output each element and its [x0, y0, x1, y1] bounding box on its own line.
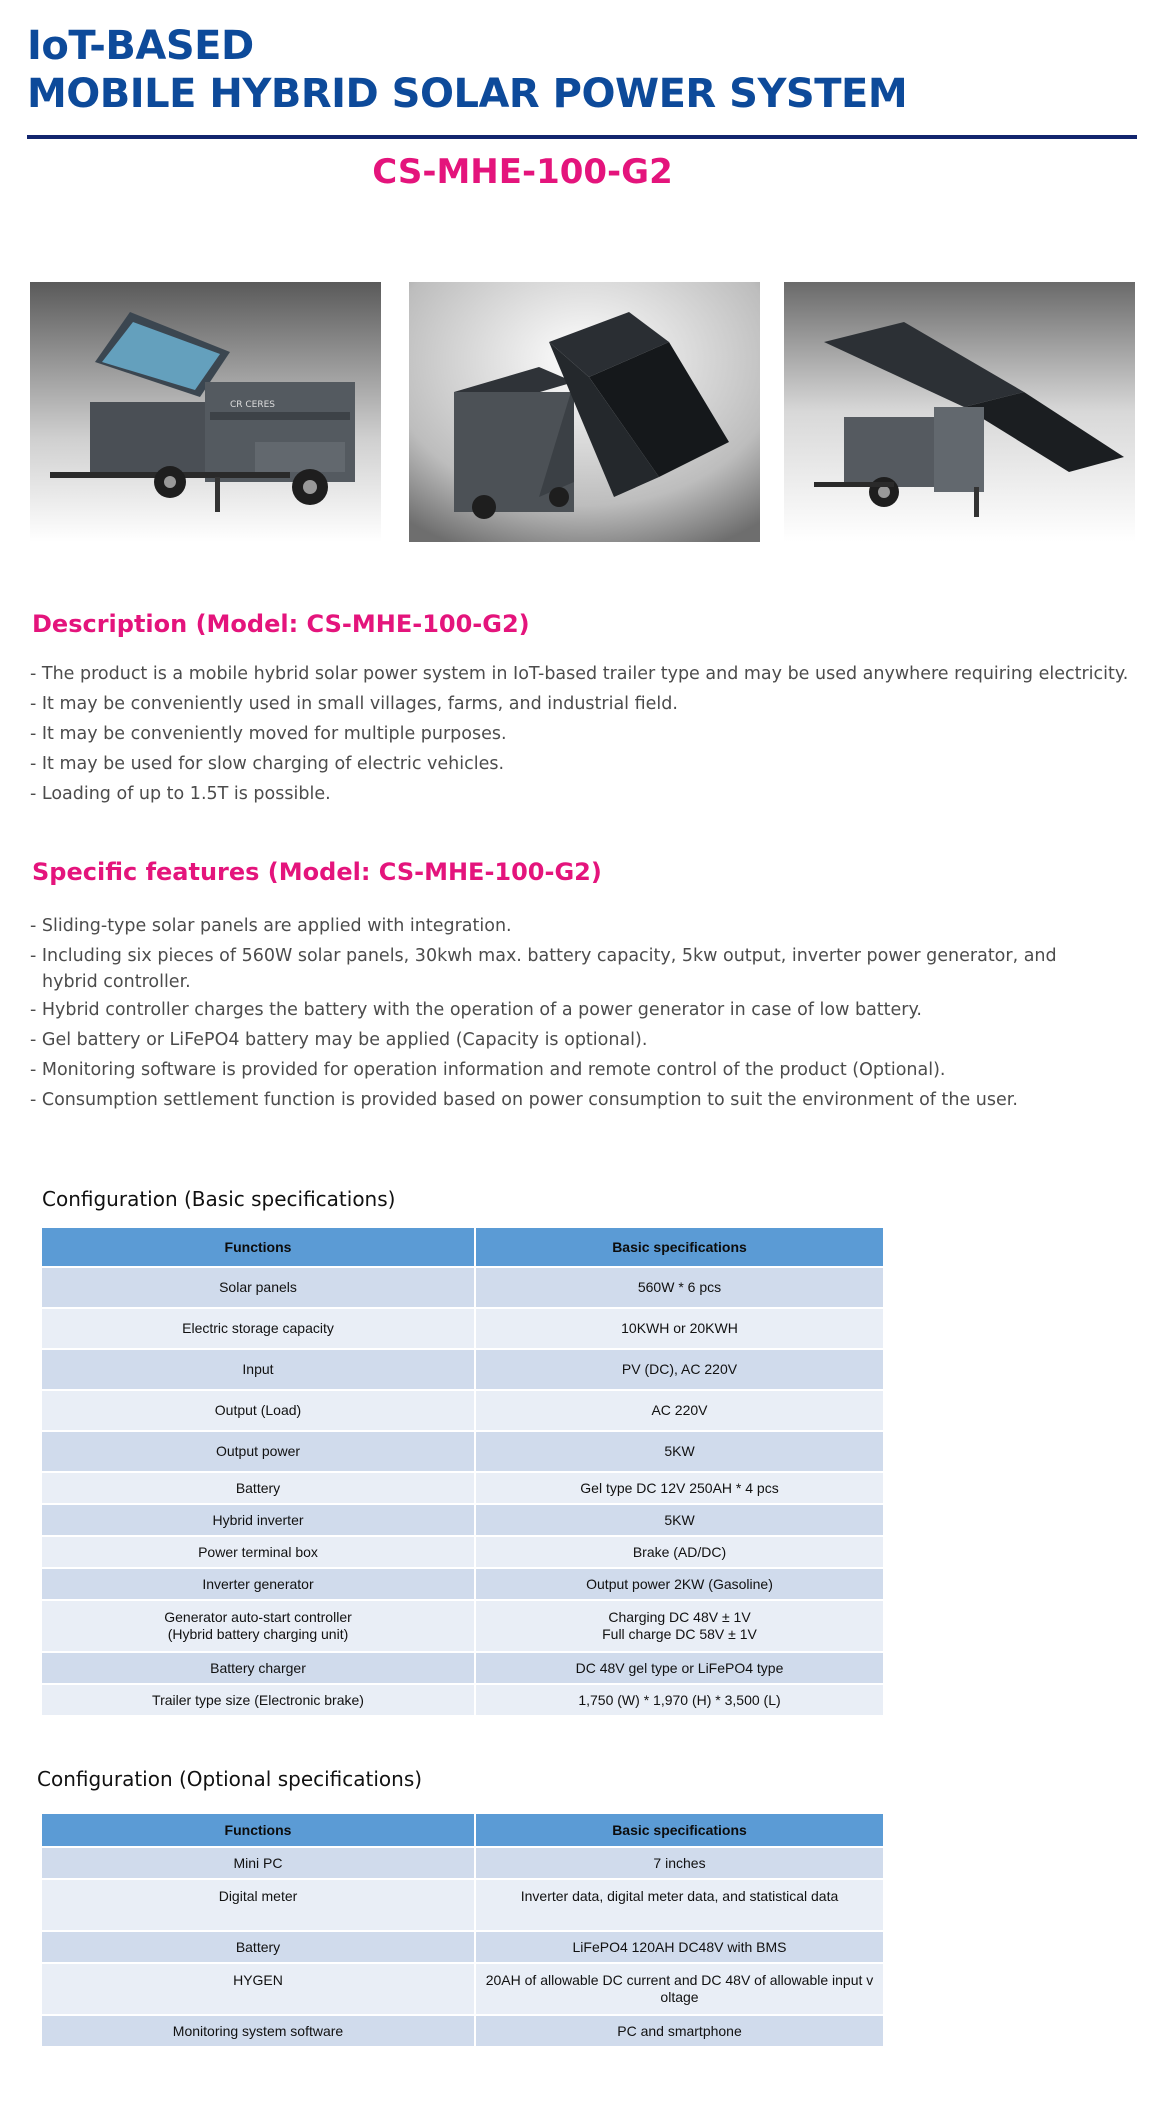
table-cell: 7 inches: [475, 1847, 884, 1879]
table-cell: Output power: [41, 1431, 475, 1472]
table-row: [41, 2015, 884, 2047]
table-row: [41, 1684, 884, 1716]
table-row: [41, 1879, 884, 1931]
table-row: [41, 1536, 884, 1568]
basic-spec-table: [40, 1226, 885, 1717]
list-item: - It may be conveniently moved for multiple purposes.: [30, 724, 507, 744]
table-cell: PV (DC), AC 220V: [475, 1349, 884, 1390]
product-photo-side-extended: [784, 282, 1135, 542]
column-header-functions: Functions: [41, 1813, 475, 1847]
table-cell: Input: [41, 1349, 475, 1390]
table-cell: Battery: [41, 1931, 475, 1963]
table-cell: Inverter data, digital meter data, and statistical data: [475, 1879, 884, 1931]
features-heading: Specific features (Model: CS-MHE-100-G2): [32, 858, 602, 886]
optional-spec-table: [40, 1812, 885, 2048]
list-item: - Hybrid controller charges the battery with the operation of a power generator in case of low battery.: [30, 1000, 922, 1020]
table-cell: 560W * 6 pcs: [475, 1267, 884, 1308]
list-item: [30, 941, 1057, 995]
column-header-specifications: Basic specifications: [475, 1813, 884, 1847]
product-photo-closed: [30, 282, 381, 542]
table-cell: LiFePO4 120AH DC48V with BMS: [475, 1931, 884, 1963]
basic-table-title: Configuration (Basic specifications): [42, 1187, 396, 1211]
table-cell: Solar panels: [41, 1267, 475, 1308]
list-item: - Monitoring software is provided for operation information and remote control of the product (Optional).: [30, 1060, 946, 1080]
table-cell: Inverter generator: [41, 1568, 475, 1600]
table-cell: Monitoring system software: [41, 2015, 475, 2047]
table-cell: Mini PC: [41, 1847, 475, 1879]
table-row: [41, 1504, 884, 1536]
title-line-1: IoT-BASED: [27, 23, 254, 69]
list-item: - Loading of up to 1.5T is possible.: [30, 784, 331, 804]
table-cell: Brake (AD/DC): [475, 1536, 884, 1568]
table-cell: AC 220V: [475, 1390, 884, 1431]
column-header-specifications: Basic specifications: [475, 1227, 884, 1267]
title-line-2: MOBILE HYBRID SOLAR POWER SYSTEM: [27, 71, 908, 117]
table-row: [41, 1267, 884, 1308]
title-divider: [27, 135, 1137, 139]
table-cell: 20AH of allowable DC current and DC 48V of allowable input v oltage: [475, 1963, 884, 2015]
page-title: [27, 22, 907, 118]
table-cell: Digital meter: [41, 1879, 475, 1931]
list-item: - Gel battery or LiFePO4 battery may be applied (Capacity is optional).: [30, 1030, 648, 1050]
table-cell: Generator auto-start controller (Hybrid battery charging unit): [41, 1600, 475, 1652]
table-row: [41, 1349, 884, 1390]
table-cell: 5KW: [475, 1431, 884, 1472]
table-cell: Battery: [41, 1472, 475, 1504]
table-cell: HYGEN: [41, 1963, 475, 2015]
table-row: [41, 1568, 884, 1600]
model-name: CS-MHE-100-G2: [372, 152, 673, 192]
table-row: [41, 1847, 884, 1879]
list-item-continuation: hybrid controller.: [42, 972, 191, 992]
description-list: [30, 659, 1128, 809]
table-cell: Power terminal box: [41, 1536, 475, 1568]
table-row: [41, 1652, 884, 1684]
list-item: - Consumption settlement function is provided based on power consumption to suit the environment of the user.: [30, 1090, 1018, 1110]
list-item: - The product is a mobile hybrid solar power system in IoT-based trailer type and may be used anywhere requiring electricity.: [30, 664, 1129, 684]
description-heading: Description (Model: CS-MHE-100-G2): [32, 610, 530, 638]
table-cell: PC and smartphone: [475, 2015, 884, 2047]
table-cell: 5KW: [475, 1504, 884, 1536]
table-cell: Electric storage capacity: [41, 1308, 475, 1349]
table-row: [41, 1431, 884, 1472]
table-cell: Battery charger: [41, 1652, 475, 1684]
table-row: [41, 1390, 884, 1431]
list-item-text: - Including six pieces of 560W solar panels, 30kwh max. battery capacity, 5kw output, inverter power generator, and: [30, 946, 1057, 966]
table-row: [41, 1963, 884, 2015]
features-list: [30, 911, 1057, 1115]
table-cell: Trailer type size (Electronic brake): [41, 1684, 475, 1716]
table-row: [41, 1931, 884, 1963]
table-cell: Output (Load): [41, 1390, 475, 1431]
product-photo-unfolded: [409, 282, 760, 542]
table-cell: DC 48V gel type or LiFePO4 type: [475, 1652, 884, 1684]
optional-table-title: Configuration (Optional specifications): [37, 1767, 423, 1791]
table-cell: 10KWH or 20KWH: [475, 1308, 884, 1349]
table-row: [41, 1472, 884, 1504]
table-cell: Charging DC 48V ± 1V Full charge DC 58V ± 1V: [475, 1600, 884, 1652]
photo-brand-logo: CR CERES: [230, 400, 276, 410]
table-cell: Gel type DC 12V 250AH * 4 pcs: [475, 1472, 884, 1504]
table-cell: Hybrid inverter: [41, 1504, 475, 1536]
table-row: [41, 1600, 884, 1652]
list-item: - Sliding-type solar panels are applied with integration.: [30, 916, 512, 936]
list-item: - It may be used for slow charging of electric vehicles.: [30, 754, 505, 774]
list-item: - It may be conveniently used in small villages, farms, and industrial field.: [30, 694, 678, 714]
column-header-functions: Functions: [41, 1227, 475, 1267]
table-cell: Output power 2KW (Gasoline): [475, 1568, 884, 1600]
table-row: [41, 1308, 884, 1349]
table-cell: 1,750 (W) * 1,970 (H) * 3,500 (L): [475, 1684, 884, 1716]
